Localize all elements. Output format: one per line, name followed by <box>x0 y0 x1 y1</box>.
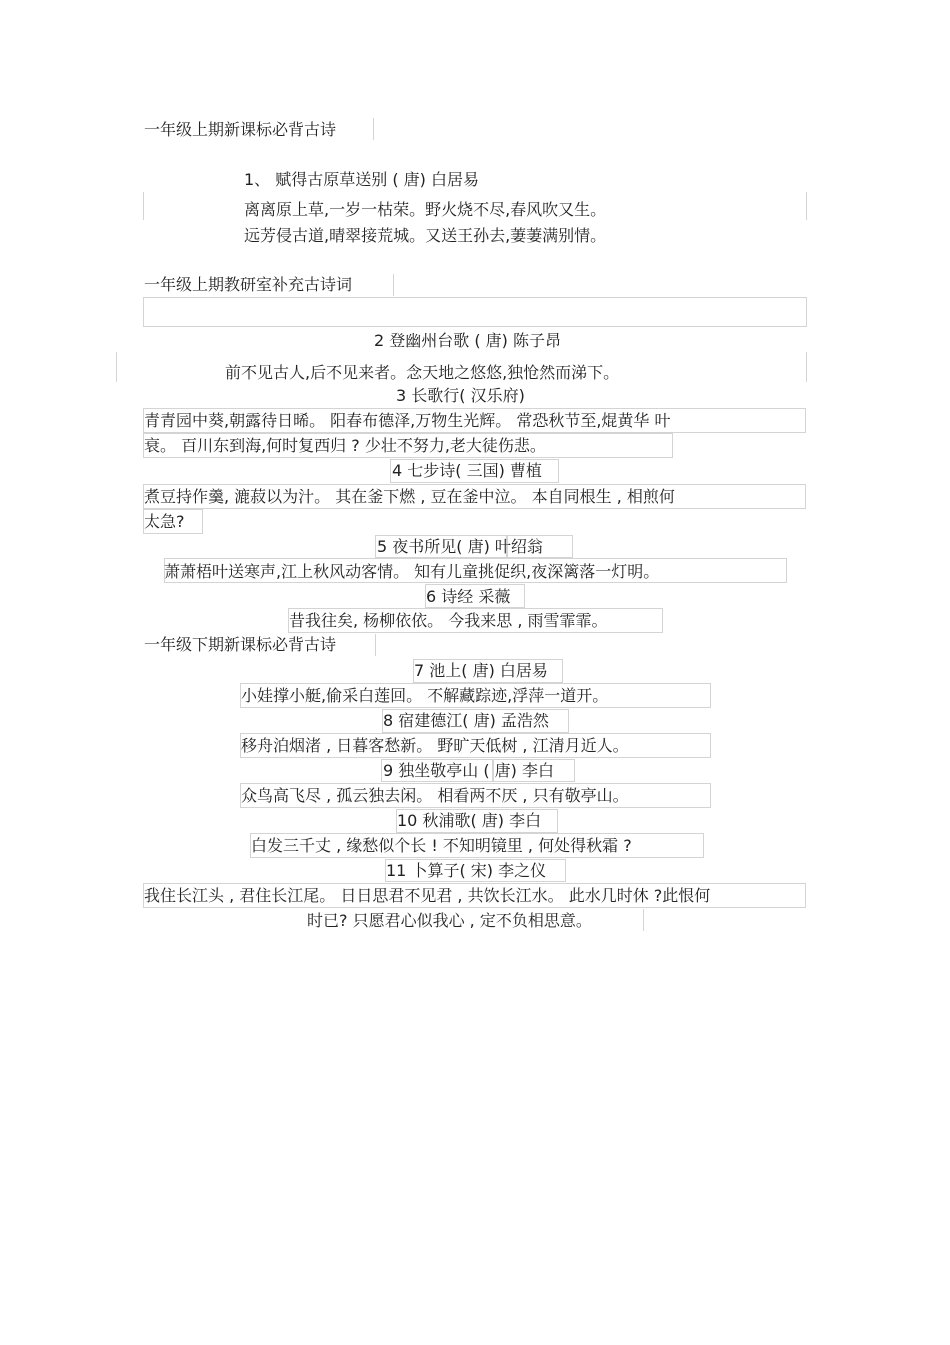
poem-line: 前不见古人,后不见来者。念天地之悠悠,独怆然而涕下。 <box>225 363 620 382</box>
poem-title: 7 池上( 唐) 白居易 <box>414 661 548 680</box>
poem-line: 煮豆持作羹, 漉菽以为汁。 其在釜下燃 , 豆在釜中泣。 本自同根生 , 相煎何 <box>144 487 675 506</box>
poem-title: 11 卜算子( 宋) 李之仪 <box>386 861 547 880</box>
poem-line: 我住长江头 , 君住长江尾。 日日思君不见君 , 共饮长江水。 此水几时休 ?此恨何 <box>144 886 711 905</box>
poem-title: 4 七步诗( 三国) 曹植 <box>392 461 542 480</box>
poem-line: 太急? <box>144 512 185 531</box>
poem-title: 8 宿建德江( 唐) 孟浩然 <box>383 711 549 730</box>
poem-line: 离离原上草,一岁一枯荣。野火烧不尽,春风吹又生。 <box>244 200 607 219</box>
poem-line: 远芳侵古道,晴翠接荒城。又送王孙去,萋萋满别情。 <box>244 226 607 245</box>
poem-line: 移舟泊烟渚 , 日暮客愁新。 野旷天低树 , 江清月近人。 <box>241 736 629 755</box>
poem-line: 青青园中葵,朝露待日晞。 阳春布德泽,万物生光辉。 常恐秋节至,焜黄华 叶 <box>144 411 671 430</box>
poem-line: 众鸟高飞尽 , 孤云独去闲。 相看两不厌 , 只有敬亭山。 <box>241 786 629 805</box>
poem-title: 2 登幽州台歌 ( 唐) 陈子昂 <box>374 331 562 350</box>
poem-line: 衰。 百川东到海,何时复西归 ? 少壮不努力,老大徒伤悲。 <box>144 436 546 455</box>
poem-line: 昔我往矣, 杨柳依依。 今我来思 , 雨雪霏霏。 <box>289 611 608 630</box>
poem-title: 3 长歌行( 汉乐府) <box>396 386 525 405</box>
section-heading: 一年级上期教研室补充古诗词 <box>144 275 353 294</box>
poem-line: 时已? 只愿君心似我心 , 定不负相思意。 <box>307 911 592 930</box>
poem-line: 小娃撑小艇,偷采白莲回。 不解藏踪迹,浮萍一道开。 <box>241 686 609 705</box>
section-heading: 一年级上期新课标必背古诗 <box>144 120 337 139</box>
poem-title: 5 夜书所见( 唐) 叶绍翁 <box>377 537 543 556</box>
section-heading: 一年级下期新课标必背古诗 <box>144 635 337 654</box>
poem-line: 白发三千丈 , 缘愁似个长 ! 不知明镜里 , 何处得秋霜 ? <box>251 836 632 855</box>
poem-title: 10 秋浦歌( 唐) 李白 <box>397 811 542 830</box>
poem-title: 9 独坐敬亭山 ( 唐) 李白 <box>383 761 555 780</box>
poem-title: 1、 赋得古原草送别 ( 唐) 白居易 <box>244 170 480 189</box>
poem-title: 6 诗经 采薇 <box>426 587 511 606</box>
poem-line: 萧萧梧叶送寒声,江上秋风动客情。 知有儿童挑促织,夜深篱落一灯明。 <box>164 562 660 581</box>
